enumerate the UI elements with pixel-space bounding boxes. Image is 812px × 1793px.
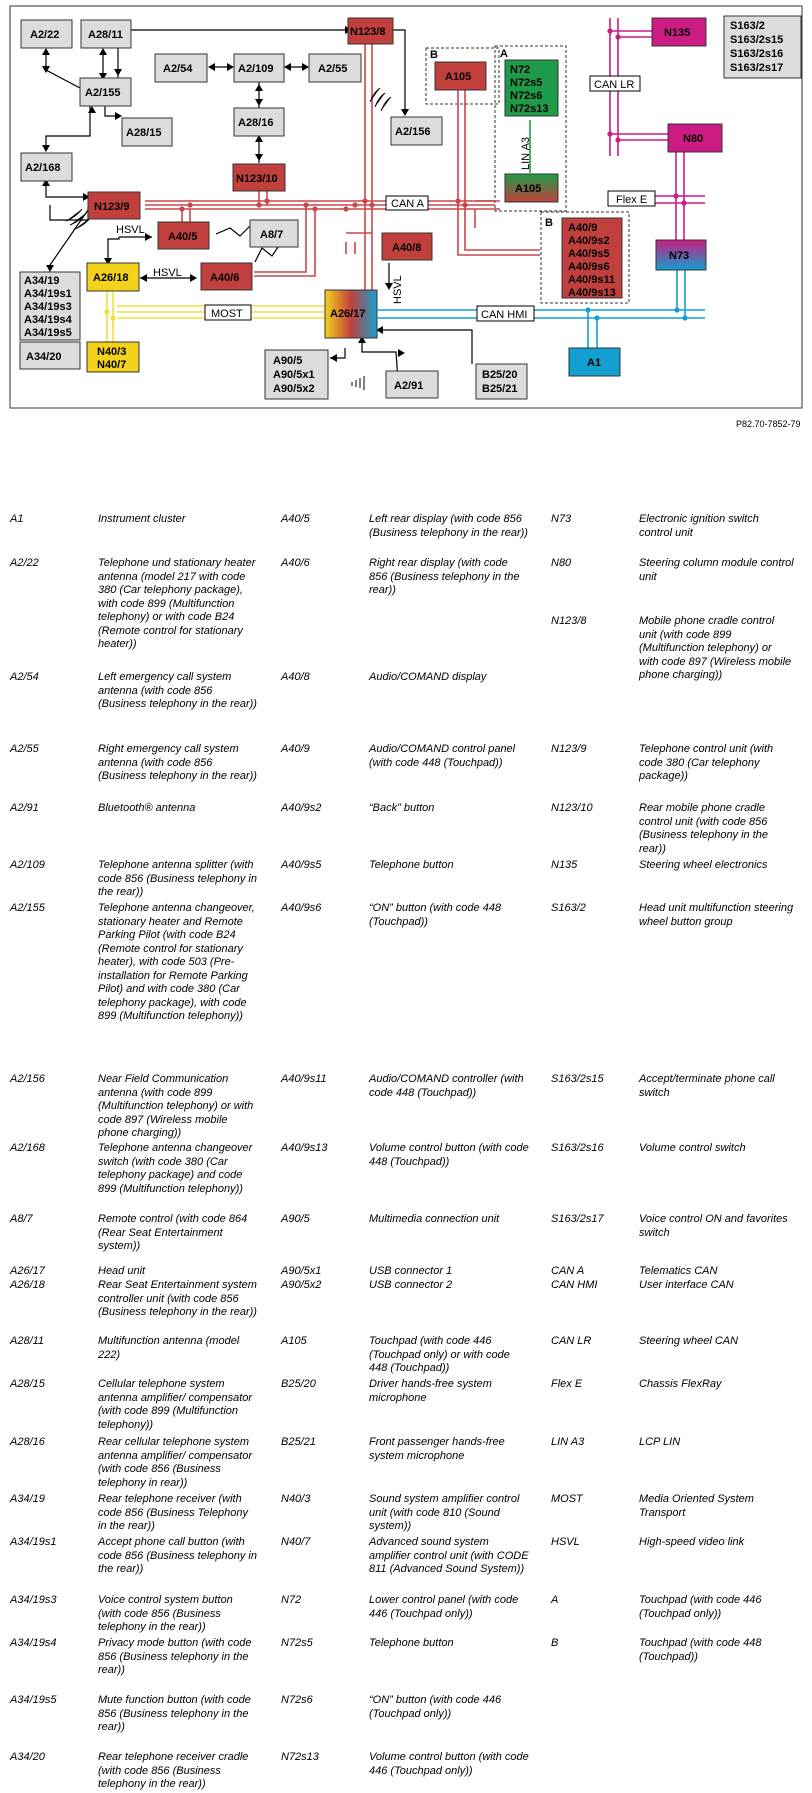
legend-code: A40/6: [281, 557, 310, 569]
svg-text:N72s6: N72s6: [510, 90, 543, 102]
legend-description: Driver hands-free system microphone: [369, 1378, 492, 1404]
legend-description: Telephone antenna changeover, stationary heater and Remote Parking Pilot (with code B24 (Remote control for stationary heater), with code 503 (Pre-installation for Remote Parking Pilot) and with code 380 (Car telephony package), with code 899 (Multifunction telephony)): [98, 902, 255, 1022]
legend-description: Multimedia connection unit: [369, 1213, 500, 1225]
legend-code: A105: [281, 1335, 307, 1347]
legend-description: Telephone und stationary heater antenna (model 217 with code 380 (Car telephony package), with code 899 (Multifunction telephony) or with code B24 (Remote control for stationary heater)): [98, 557, 256, 650]
legend-code: A2/22: [10, 557, 39, 569]
bus-label-lin-a3: LIN A3: [520, 136, 532, 170]
legend-code: N73: [551, 513, 572, 525]
legend-description: Front passenger hands-free system microphone: [369, 1436, 505, 1462]
legend-description: “ON” button (with code 448 (Touchpad)): [369, 902, 502, 928]
svg-text:A40/5: A40/5: [168, 231, 198, 243]
legend-description: Lower control panel (with code 446 (Touchpad only)): [369, 1594, 519, 1620]
legend-description: Mobile phone cradle control unit (with code 899 (Multifunction telephony) or with code 897 (Wireless mobile phone charging)): [639, 615, 792, 681]
legend-description: Remote control (with code 864 (Rear Seat Entertainment system)): [98, 1213, 248, 1252]
legend-code: CAN HMI: [551, 1279, 598, 1291]
legend-description: Privacy mode button (with code 856 (Business telephony in the rear)): [98, 1637, 252, 1676]
legend-code: A90/5x1: [281, 1265, 322, 1277]
svg-text:A40/9s13: A40/9s13: [568, 287, 616, 299]
legend-description: Accept/terminate phone call switch: [639, 1073, 775, 1099]
svg-text:A2/155: A2/155: [85, 87, 121, 99]
legend-description: Telephone button: [369, 859, 454, 871]
legend-code: A34/19s5: [10, 1694, 57, 1706]
reference-number: P82.70-7852-79: [736, 419, 801, 429]
legend-code: CAN A: [551, 1265, 585, 1277]
legend-code: A2/168: [10, 1142, 45, 1154]
legend-description: USB connector 2: [369, 1279, 453, 1291]
legend-code: N135: [551, 859, 578, 871]
legend-description: Telephone control unit (with code 380 (Car telephony package)): [639, 743, 774, 782]
svg-text:N40/7: N40/7: [97, 359, 127, 371]
svg-text:A40/9: A40/9: [568, 222, 598, 234]
legend-description: Instrument cluster: [98, 513, 186, 525]
svg-text:A28/11: A28/11: [88, 29, 123, 41]
legend-description: Rear telephone receiver cradle (with code 856 (Business telephony in the rear)): [98, 1751, 249, 1790]
legend-description: Multifunction antenna (model 222): [98, 1335, 240, 1361]
legend-description: Head unit: [98, 1265, 146, 1277]
legend-description: Chassis FlexRay: [639, 1378, 722, 1390]
legend-code: A40/9s2: [281, 802, 322, 814]
legend-code: A: [551, 1594, 559, 1606]
legend-code: A34/19: [10, 1493, 45, 1505]
legend-code: A40/9s6: [281, 902, 322, 914]
legend-code: A2/55: [10, 743, 39, 755]
legend-code: A34/19s1: [10, 1536, 57, 1548]
legend-code: N40/7: [281, 1536, 311, 1548]
legend-code: A40/9s5: [281, 859, 322, 871]
legend-code: N80: [551, 557, 572, 569]
legend-code: N72s5: [281, 1637, 313, 1649]
svg-text:N123/9: N123/9: [94, 201, 130, 213]
svg-text:S163/2s16: S163/2s16: [730, 48, 784, 60]
legend-description: Sound system amplifier control unit (with code 810 (Sound system)): [369, 1493, 520, 1532]
svg-text:N72s13: N72s13: [510, 103, 549, 115]
legend-description: Head unit multifunction steering wheel button group: [639, 902, 794, 928]
svg-text:N135: N135: [664, 27, 691, 39]
legend-description: “ON” button (with code 446 (Touchpad only)): [369, 1694, 502, 1720]
svg-text:A28/15: A28/15: [126, 127, 162, 139]
svg-text:A2/109: A2/109: [238, 63, 274, 75]
legend-description: LCP LIN: [639, 1436, 681, 1448]
svg-text:A34/19s3: A34/19s3: [24, 301, 72, 313]
svg-text:S163/2s15: S163/2s15: [730, 34, 784, 46]
legend-code: Flex E: [551, 1378, 583, 1390]
bus-label-can-lr: CAN LR: [594, 79, 635, 91]
legend-description: Steering wheel electronics: [639, 859, 768, 871]
svg-text:A2/156: A2/156: [395, 126, 431, 138]
legend-description: Touchpad (with code 446 (Touchpad only)): [639, 1594, 762, 1620]
legend-code: N72s13: [281, 1751, 319, 1763]
legend-code: A2/91: [10, 802, 39, 814]
legend-code: A40/9s11: [281, 1073, 327, 1085]
svg-text:A34/19: A34/19: [24, 275, 60, 287]
legend-code: A28/11: [10, 1335, 45, 1347]
svg-text:N80: N80: [683, 133, 704, 145]
legend-description: Voice control system button (with code 856 (Business telephony in the rear)): [98, 1594, 233, 1633]
svg-text:S163/2s17: S163/2s17: [730, 62, 784, 74]
legend-code: B25/21: [281, 1436, 316, 1448]
legend-description: Audio/COMAND control panel (with code 448 (Touchpad)): [369, 743, 516, 769]
legend-description: Voice control ON and favorites switch: [639, 1213, 788, 1239]
legend-code: A34/19s3: [10, 1594, 57, 1606]
svg-text:A90/5x1: A90/5x1: [273, 369, 315, 381]
svg-text:A2/168: A2/168: [25, 162, 61, 174]
svg-text:A40/9s2: A40/9s2: [568, 235, 610, 247]
svg-text:A8/7: A8/7: [260, 229, 284, 241]
legend-code: A2/156: [10, 1073, 45, 1085]
svg-text:A105: A105: [445, 71, 472, 83]
svg-text:N123/10: N123/10: [236, 173, 278, 185]
svg-text:N40/3: N40/3: [97, 346, 127, 358]
legend-code: S163/2: [551, 902, 586, 914]
legend-code: A1: [10, 513, 24, 525]
legend-code: A34/20: [10, 1751, 45, 1763]
legend-description: Rear mobile phone cradle control unit (with code 856 (Business telephony in the rear)): [639, 802, 769, 855]
legend-description: Audio/COMAND display: [369, 671, 487, 683]
legend-code: MOST: [551, 1493, 583, 1505]
svg-text:A40/6: A40/6: [210, 272, 240, 284]
bus-label-hsvl-vertical: HSVL: [392, 275, 404, 304]
legend-description: Electronic ignition switch control unit: [639, 513, 759, 539]
legend-code: A40/9s13: [281, 1142, 328, 1154]
svg-text:A34/19s5: A34/19s5: [24, 327, 72, 339]
legend-description: Right emergency call system antenna (with code 856 (Business telephony in the rear)): [98, 743, 257, 782]
legend-code: A28/15: [10, 1378, 45, 1390]
legend-description: Telephone antenna splitter (with code 856 (Business telephony in the rear)): [98, 859, 257, 898]
legend-code: N123/8: [551, 615, 587, 627]
svg-text:B25/20: B25/20: [482, 369, 518, 381]
svg-text:A2/54: A2/54: [163, 63, 193, 75]
area-label-a: A: [500, 48, 508, 60]
legend-description: Advanced sound system amplifier control unit (with CODE 811 (Advanced Sound System)): [369, 1536, 529, 1575]
legend-description: Rear telephone receiver (with code 856 (Business Telephony in the rear)): [98, 1493, 249, 1532]
svg-text:A34/19s4: A34/19s4: [24, 314, 72, 326]
legend-code: B25/20: [281, 1378, 316, 1390]
legend-description: Mute function button (with code 856 (Business telephony in the rear)): [98, 1694, 251, 1733]
legend-code: HSVL: [551, 1536, 580, 1548]
area-label-b-top: B: [430, 49, 438, 61]
legend-description: Telephone button: [369, 1637, 454, 1649]
svg-text:A90/5: A90/5: [273, 355, 303, 367]
svg-text:S163/2: S163/2: [730, 20, 765, 32]
legend-code: A40/5: [281, 513, 310, 525]
legend-code: N40/3: [281, 1493, 311, 1505]
legend-code: A40/8: [281, 671, 310, 683]
legend-description: Left emergency call system antenna (with code 856 (Business telephony in the rear)): [98, 671, 257, 710]
svg-text:A1: A1: [587, 357, 602, 369]
legend-code: A90/5x2: [281, 1279, 322, 1291]
svg-text:A2/91: A2/91: [394, 380, 424, 392]
legend-description: User interface CAN: [639, 1279, 734, 1291]
svg-text:A2/22: A2/22: [30, 29, 60, 41]
svg-text:A40/9s6: A40/9s6: [568, 261, 610, 273]
legend-code: A40/9: [281, 743, 310, 755]
legend-code: A2/54: [10, 671, 39, 683]
svg-text:A28/16: A28/16: [238, 117, 274, 129]
legend-description: Volume control switch: [639, 1142, 746, 1154]
svg-text:A34/20: A34/20: [26, 351, 62, 363]
legend-code: N72: [281, 1594, 302, 1606]
legend-code: A28/16: [10, 1436, 45, 1448]
legend-code: A2/109: [10, 859, 45, 871]
bus-label-hsvl-left: HSVL: [116, 224, 145, 236]
legend-description: Bluetooth® antenna: [98, 802, 196, 814]
svg-text:A40/8: A40/8: [392, 242, 422, 254]
svg-text:A26/17: A26/17: [330, 308, 366, 320]
legend-code: N123/9: [551, 743, 587, 755]
legend-description: Left rear display (with code 856 (Business telephony in the rear)): [369, 513, 528, 539]
legend-code: A8/7: [10, 1213, 33, 1225]
svg-text:A105: A105: [515, 183, 542, 195]
legend-code: LIN A3: [551, 1436, 585, 1448]
legend-code: S163/2s15: [551, 1073, 604, 1085]
legend-code: A90/5: [281, 1213, 310, 1225]
svg-text:N73: N73: [669, 250, 690, 262]
svg-text:A90/5x2: A90/5x2: [273, 383, 315, 395]
legend-code: S163/2s17: [551, 1213, 604, 1225]
svg-text:B25/21: B25/21: [482, 383, 518, 395]
legend-code: B: [551, 1637, 559, 1649]
bus-label-most: MOST: [211, 308, 243, 320]
legend-description: Volume control button (with code 446 (Touchpad only)): [369, 1751, 529, 1777]
legend-description: Right rear display (with code 856 (Business telephony in the rear)): [369, 557, 520, 596]
legend-description: Telematics CAN: [639, 1265, 718, 1277]
legend-description: Touchpad (with code 446 (Touchpad only) or with code 448 (Touchpad)): [369, 1335, 510, 1374]
legend-code: CAN LR: [551, 1335, 592, 1347]
legend-description: “Back” button: [369, 802, 435, 814]
legend-description: Touchpad (with code 448 (Touchpad)): [639, 1637, 762, 1663]
svg-text:A34/19s1: A34/19s1: [24, 288, 72, 300]
legend-code: N123/10: [551, 802, 593, 814]
bus-label-hsvl-middle: HSVL: [153, 267, 182, 279]
legend-description: Steering column module control unit: [639, 557, 794, 583]
legend-description: Near Field Communication antenna (with code 899 (Multifunction telephony) or with code 897 (Wireless mobile phone charging)): [98, 1073, 254, 1139]
legend-description: Cellular telephone system antenna amplifier/ compensator (with code 899 (Multifunction telephony)): [98, 1378, 253, 1431]
bus-label-flex-e: Flex E: [616, 194, 648, 206]
legend-description: Media Oriented System Transport: [639, 1493, 754, 1519]
svg-text:N72s5: N72s5: [510, 77, 543, 89]
svg-text:A40/9s5: A40/9s5: [568, 248, 610, 260]
svg-text:A2/55: A2/55: [318, 63, 348, 75]
legend-code: A26/17: [10, 1265, 45, 1277]
legend-description: High-speed video link: [639, 1536, 745, 1548]
legend-code: A2/155: [10, 902, 45, 914]
legend-code: A26/18: [10, 1279, 45, 1291]
legend-description: Steering wheel CAN: [639, 1335, 739, 1347]
svg-text:A40/9s11: A40/9s11: [568, 274, 616, 286]
legend-code: A34/19s4: [10, 1637, 57, 1649]
legend-description: Rear cellular telephone system antenna amplifier/ compensator (with code 856 (Business telephony in rear)): [98, 1436, 253, 1489]
legend-description: USB connector 1: [369, 1265, 453, 1277]
area-label-b-bottom: B: [545, 217, 553, 229]
legend-code: S163/2s16: [551, 1142, 604, 1154]
legend-description: Accept phone call button (with code 856 (Business telephony in the rear)): [98, 1536, 257, 1575]
svg-text:N72: N72: [510, 64, 531, 76]
legend-description: Audio/COMAND controller (with code 448 (Touchpad)): [369, 1073, 524, 1099]
legend-description: Volume control button (with code 448 (Touchpad)): [369, 1142, 529, 1168]
legend-description: Rear Seat Entertainment system controller unit (with code 856 (Business telephony in the rear)): [98, 1279, 257, 1318]
svg-text:A26/18: A26/18: [93, 272, 129, 284]
bus-label-can-a: CAN A: [391, 198, 425, 210]
legend-code: N72s6: [281, 1694, 313, 1706]
bus-label-can-hmi: CAN HMI: [481, 309, 528, 321]
legend-description: Telephone antenna changeover switch (with code 380 (Car telephony package) and code 899 (Multifunction telephony)): [98, 1142, 253, 1195]
svg-text:N123/8: N123/8: [350, 26, 386, 38]
